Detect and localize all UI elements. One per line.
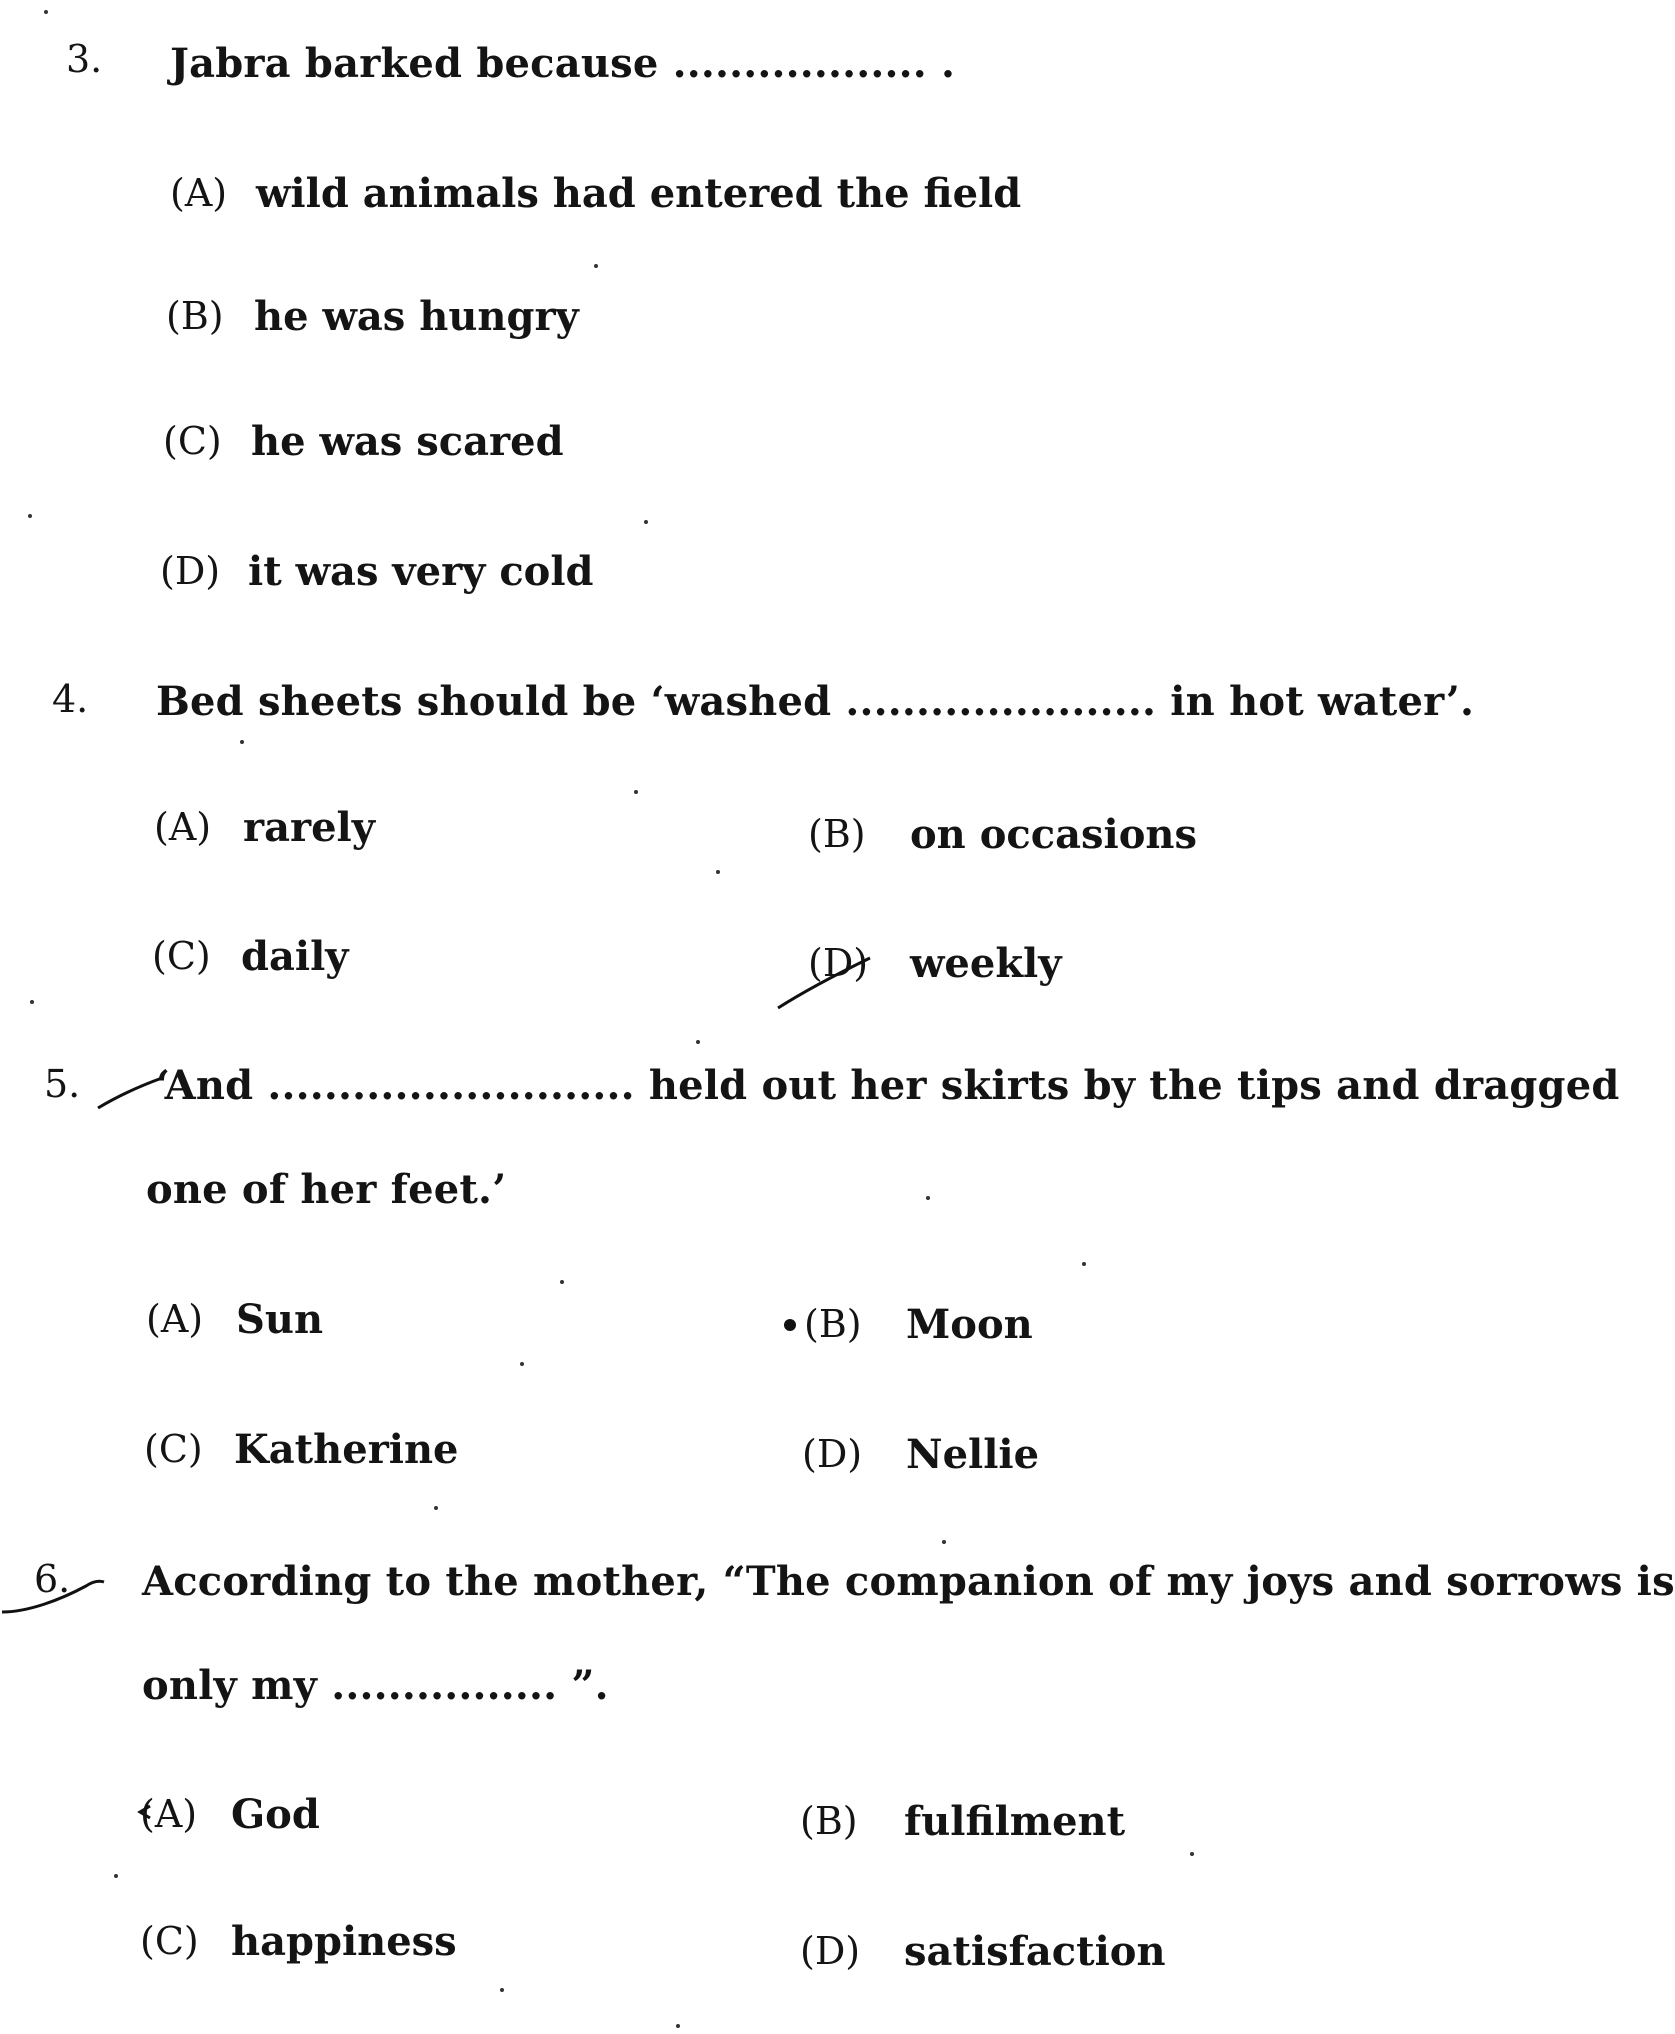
scan-speck	[696, 1040, 700, 1044]
scan-speck	[500, 1988, 504, 1992]
question-6-option-c-label: (C)	[140, 1919, 199, 1963]
question-6-number: 6.	[34, 1557, 71, 1601]
question-6-option-a-label: (A)	[140, 1792, 198, 1836]
question-4-number: 4.	[52, 677, 89, 721]
question-4-option-c-text: daily	[241, 933, 349, 980]
question-3-option-d-text: it was very cold	[248, 548, 594, 595]
question-6-option-b-label: (B)	[800, 1799, 858, 1843]
question-6-option-b-text: fulfilment	[904, 1798, 1126, 1845]
question-4-option-b-text: on occasions	[910, 811, 1197, 858]
question-5-stem-line-2: one of her feet.’	[146, 1166, 507, 1213]
scan-speck	[644, 520, 648, 524]
question-3-number: 3.	[66, 37, 103, 81]
question-4-option-d-text: weekly	[910, 940, 1062, 987]
question-6-option-d-text: satisfaction	[904, 1928, 1166, 1975]
question-5-option-a-text: Sun	[236, 1296, 324, 1343]
tick-mark-question-5	[98, 1078, 162, 1108]
question-5-option-c-label: (C)	[144, 1427, 203, 1471]
scan-speck	[30, 1000, 34, 1004]
question-4-option-b-label: (B)	[808, 812, 866, 856]
question-4-option-a-text: rarely	[243, 804, 375, 851]
question-5-option-d-text: Nellie	[906, 1431, 1040, 1478]
question-3-option-a-label: (A)	[170, 171, 228, 215]
question-5-option-b-text: Moon	[906, 1301, 1033, 1348]
question-3-option-c-text: he was scared	[251, 418, 564, 465]
question-5-option-c-text: Katherine	[234, 1426, 459, 1473]
question-4-stem: Bed sheets should be ‘washed ...................... in hot water’.	[156, 678, 1475, 725]
question-3-option-a-text: wild animals had entered the field	[256, 170, 1022, 217]
question-3-option-d-label: (D)	[160, 549, 221, 593]
scan-speck	[942, 1540, 946, 1544]
question-6-option-a-text: God	[231, 1791, 320, 1838]
question-4-option-d-label: (D)	[808, 941, 869, 985]
question-5-option-a-label: (A)	[146, 1297, 204, 1341]
scan-speck	[520, 1362, 524, 1366]
question-3-stem: Jabra barked because .................. .	[170, 40, 956, 87]
question-5-number: 5.	[44, 1062, 81, 1106]
question-4-option-a-label: (A)	[154, 805, 212, 849]
scan-speck	[676, 2024, 680, 2028]
question-6-stem-line-1: According to the mother, “The companion of my joys and sorrows is	[142, 1558, 1675, 1605]
scan-speck	[926, 1196, 930, 1200]
scan-speck	[28, 514, 32, 518]
scan-speck	[560, 1280, 564, 1284]
dot-mark-question-5-b	[784, 1319, 796, 1331]
scan-speck	[44, 10, 48, 14]
scan-speck	[1190, 1852, 1194, 1856]
scan-speck	[594, 264, 598, 268]
question-5-stem-line-1: ‘And .......................... held out her skirts by the tips and dragged	[156, 1062, 1620, 1109]
question-4-option-c-label: (C)	[152, 934, 211, 978]
question-6-option-c-text: happiness	[231, 1918, 457, 1965]
scan-speck	[240, 740, 244, 744]
question-6-stem-line-2: only my ................ ”.	[142, 1662, 609, 1709]
scan-speck	[1082, 1262, 1086, 1266]
scan-speck	[114, 1874, 118, 1878]
question-3-option-c-label: (C)	[163, 419, 222, 463]
question-5-option-d-label: (D)	[802, 1432, 863, 1476]
question-6-option-d-label: (D)	[800, 1929, 861, 1973]
scan-speck	[634, 790, 638, 794]
question-3-option-b-text: he was hungry	[254, 293, 579, 340]
scan-speck	[434, 1506, 438, 1510]
question-5-option-b-label: (B)	[804, 1302, 862, 1346]
scan-speck	[716, 870, 720, 874]
question-3-option-b-label: (B)	[166, 294, 224, 338]
